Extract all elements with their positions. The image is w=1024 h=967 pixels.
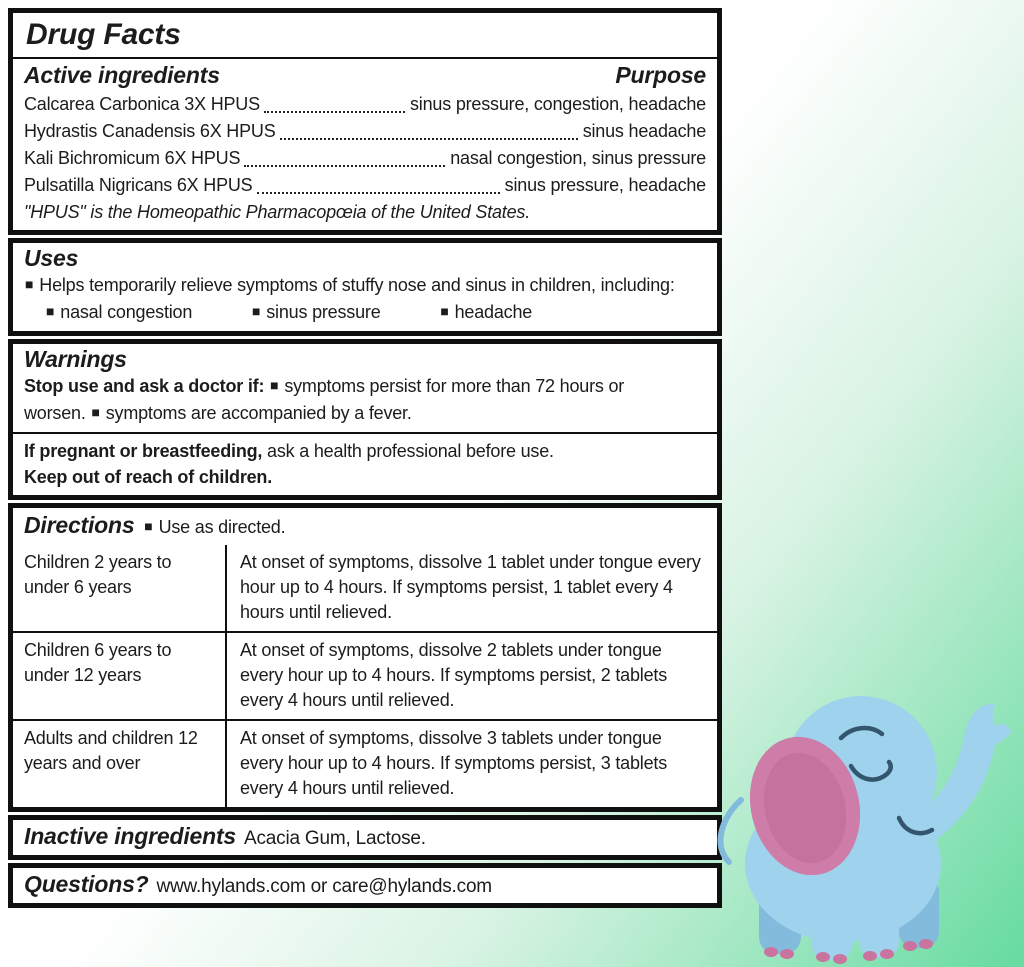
ingredient-name: Hydrastis Canadensis 6X HPUS	[24, 121, 276, 141]
elephant-tail	[720, 800, 741, 862]
dotted-leader	[264, 111, 405, 113]
questions-contact-text: www.hylands.com or care@hylands.com	[156, 876, 492, 897]
uses-intro-text: Helps temporarily relieve symptoms of stuffy nose and sinus in children, including:	[39, 275, 675, 295]
uses-bullet-label: nasal congestion	[60, 302, 193, 322]
warnings-divider	[13, 432, 717, 434]
age-group-cell: Adults and children 12 years and over	[24, 728, 198, 773]
dosage-instruction-cell: At onset of symptoms, dissolve 1 tablet under tongue every hour up to 4 hours. If symptoms persist, 1 tablet every 4 hours until relieved.	[225, 545, 717, 631]
section-questions	[8, 863, 722, 908]
uses-bullet-item	[45, 302, 192, 322]
age-group-cell: Children 2 years to under 6 years	[24, 552, 172, 597]
directions-table	[13, 545, 717, 807]
active-ingredient-row	[24, 145, 706, 172]
dosage-instruction-cell: At onset of symptoms, dissolve 3 tablets under tongue every hour up to 4 hours. If symptoms persist, 3 tablets every 4 hours until relieved.	[225, 721, 717, 807]
drug-facts-title: Drug Facts	[26, 18, 181, 51]
directions-heading-row	[24, 510, 706, 543]
square-bullet-icon: ■	[25, 276, 34, 292]
square-bullet-icon: ■	[440, 303, 449, 319]
stop-use-item: symptoms persist for more than 72 hours or worsen.	[24, 376, 625, 423]
ingredient-purpose: nasal congestion, sinus pressure	[450, 148, 706, 168]
dosage-instruction-cell: At onset of symptoms, dissolve 2 tablets under tongue every hour up to 4 hours. If symptoms persist, 2 tablets every 4 hours until relieved.	[225, 633, 717, 719]
use-as-directed-text: Use as directed.	[158, 517, 286, 537]
pregnant-label: If pregnant or breastfeeding,	[24, 441, 263, 461]
active-ingredient-row	[24, 118, 706, 145]
purpose-heading: Purpose	[615, 62, 706, 88]
square-bullet-icon: ■	[144, 518, 153, 534]
drug-facts-label	[8, 8, 722, 911]
active-ingredient-row	[24, 172, 706, 199]
keep-out-line	[24, 464, 672, 490]
dotted-leader	[257, 192, 500, 194]
elephant-illustration	[703, 676, 1019, 964]
uses-heading: Uses	[24, 245, 79, 271]
ingredient-name: Calcarea Carbonica 3X HPUS	[24, 94, 260, 114]
ingredient-purpose: sinus pressure, congestion, headache	[410, 94, 706, 114]
directions-row	[13, 545, 717, 631]
section-directions	[8, 503, 722, 812]
dotted-leader	[280, 138, 578, 140]
square-bullet-icon: ■	[251, 303, 261, 319]
stop-use-label: Stop use and ask a doctor if:	[24, 376, 265, 396]
section-active-ingredients	[8, 8, 722, 235]
active-ingredient-row	[24, 91, 706, 118]
age-group-cell: Children 6 years to under 12 years	[24, 640, 172, 685]
uses-bullet-item	[251, 302, 381, 322]
stop-use-paragraph	[24, 373, 672, 427]
dotted-leader	[244, 165, 445, 167]
keep-out-text: Keep out of reach of children.	[24, 467, 273, 487]
uses-bullet-item	[439, 302, 532, 322]
ingredient-name: Kali Bichromicum 6X HPUS	[24, 148, 241, 168]
active-ingredients-header-row	[24, 62, 706, 89]
hpus-footnote: "HPUS" is the Homeopathic Pharmacopœia of the United States.	[24, 202, 531, 222]
square-bullet-icon: ■	[46, 303, 55, 319]
square-bullet-icon: ■	[91, 404, 100, 420]
uses-bullet-label: sinus pressure	[266, 302, 381, 322]
questions-heading: Questions?	[24, 871, 149, 897]
directions-row	[13, 631, 717, 719]
active-ingredients-heading: Active ingredients	[24, 62, 220, 88]
uses-bullet-row	[45, 299, 706, 326]
inactive-ingredients-text: Acacia Gum, Lactose.	[244, 828, 426, 849]
square-bullet-icon: ■	[270, 377, 279, 393]
warnings-heading: Warnings	[24, 346, 127, 372]
directions-row	[13, 719, 717, 807]
section-warnings	[8, 339, 722, 500]
ingredient-purpose: sinus pressure, headache	[504, 175, 706, 195]
section-inactive-ingredients	[8, 815, 722, 860]
stop-use-item: symptoms are accompanied by a fever.	[105, 403, 412, 423]
section-uses	[8, 238, 722, 336]
pregnant-text: ask a health professional before use.	[267, 441, 554, 461]
elephant-trunk-tip	[965, 704, 1011, 747]
ingredient-name: Pulsatilla Nigricans 6X HPUS	[24, 175, 253, 195]
ingredient-purpose: sinus headache	[582, 121, 706, 141]
inactive-ingredients-heading: Inactive ingredients	[24, 823, 237, 849]
title-divider	[13, 57, 717, 59]
uses-intro-line	[24, 272, 706, 299]
uses-bullet-label: headache	[454, 302, 533, 322]
elephant-leg	[811, 890, 853, 960]
directions-heading: Directions	[24, 512, 135, 538]
pregnant-paragraph	[24, 438, 672, 464]
elephant-leg	[859, 888, 899, 958]
